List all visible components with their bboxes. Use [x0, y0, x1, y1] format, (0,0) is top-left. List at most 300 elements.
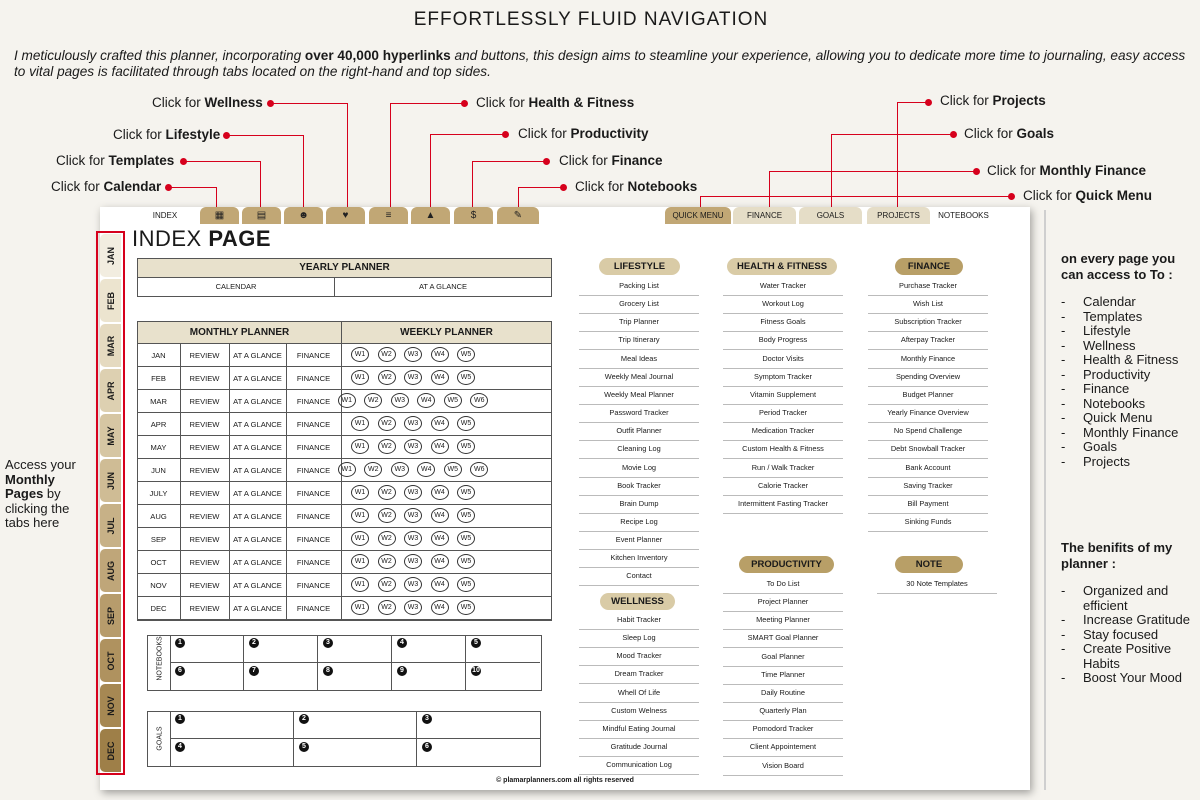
glance-link[interactable]: AT A GLANCE — [233, 397, 282, 406]
week-button[interactable]: W1 — [351, 485, 369, 500]
section-link[interactable]: Intermittent Fasting Tracker — [723, 496, 843, 514]
section-link[interactable]: Movie Log — [579, 460, 699, 478]
callout-line — [226, 135, 304, 136]
week-button[interactable]: W1 — [351, 531, 369, 546]
access-item: - Calendar — [1061, 295, 1178, 310]
goal-cell[interactable] — [294, 739, 417, 767]
callout-dot — [560, 184, 567, 191]
week-button[interactable]: W4 — [417, 393, 435, 408]
left-note: Access your Monthly Pages by clicking the tabs here — [5, 457, 76, 530]
section-link[interactable]: Contact — [579, 568, 699, 586]
week-button[interactable]: W1 — [351, 370, 369, 385]
week-button[interactable]: W3 — [404, 531, 422, 546]
review-link[interactable]: REVIEW — [189, 558, 220, 567]
goal-cell[interactable] — [417, 711, 541, 739]
week-button[interactable]: W2 — [364, 393, 382, 408]
finance-link[interactable]: FINANCE — [296, 397, 331, 406]
finance-link[interactable]: FINANCE — [296, 604, 331, 613]
tab-projects[interactable]: PROJECTS — [867, 207, 930, 224]
month-tabs-highlight — [96, 231, 125, 775]
tab-lifestyle[interactable] — [284, 207, 323, 224]
section-link[interactable]: Project Planner — [723, 594, 843, 612]
callout-productivity: Click for Productivity — [518, 126, 649, 141]
section-link[interactable]: Password Tracker — [579, 405, 699, 423]
section-link[interactable]: Water Tracker — [723, 278, 843, 296]
section-link[interactable]: Doctor Visits — [723, 351, 843, 369]
finance-link[interactable]: FINANCE — [296, 443, 331, 452]
heart-hand-icon: ♥ — [342, 210, 349, 221]
access-item: - Projects — [1061, 455, 1178, 470]
week-button[interactable]: W6 — [470, 393, 488, 408]
week-button[interactable]: W2 — [378, 600, 396, 615]
section-link[interactable]: No Spend Challenge — [868, 423, 988, 441]
section-header-finance[interactable]: FINANCE — [895, 258, 963, 275]
finance-link[interactable]: FINANCE — [296, 489, 331, 498]
weekly-planner-header: WEEKLY PLANNER — [341, 321, 552, 344]
callout-templates: Click for Templates — [56, 153, 175, 168]
finance-link[interactable]: FINANCE — [296, 535, 331, 544]
section-link[interactable]: Cleaning Log — [579, 441, 699, 459]
section-link[interactable]: Grocery List — [579, 296, 699, 314]
month-tab-label: MAR — [105, 335, 116, 356]
tab-health[interactable] — [369, 207, 408, 224]
section-header-productivity[interactable]: PRODUCTIVITY — [739, 556, 834, 573]
review-link[interactable]: REVIEW — [189, 374, 220, 383]
access-item: - Productivity — [1061, 368, 1178, 383]
week-button[interactable]: W3 — [404, 554, 422, 569]
section-link[interactable]: Budget Planner — [868, 387, 988, 405]
glance-link[interactable]: AT A GLANCE — [233, 351, 282, 360]
review-link[interactable]: REVIEW — [189, 581, 220, 590]
week-button[interactable]: W5 — [457, 347, 475, 362]
callout-dot — [461, 100, 468, 107]
section-link[interactable]: Spending Overview — [868, 369, 988, 387]
table-row — [137, 367, 551, 390]
section-link[interactable]: Vision Board — [723, 758, 843, 776]
week-button[interactable]: W5 — [457, 600, 475, 615]
month-tab-label: APR — [105, 380, 116, 401]
month-link[interactable]: JUN — [151, 466, 166, 475]
section-link[interactable]: Dream Tracker — [579, 666, 699, 684]
callout-line — [472, 161, 473, 209]
glance-link[interactable]: AT A GLANCE — [233, 535, 282, 544]
table-row — [137, 344, 551, 367]
goal-cell[interactable] — [170, 739, 294, 767]
month-link[interactable]: APR — [150, 420, 167, 429]
section-link[interactable]: Medication Tracker — [723, 423, 843, 441]
callout-line — [216, 187, 217, 209]
section-link[interactable]: Mood Tracker — [579, 648, 699, 666]
section-link[interactable]: Trip Planner — [579, 314, 699, 332]
callout-dot — [973, 168, 980, 175]
document-icon: ▤ — [256, 210, 267, 221]
access-item: - Goals — [1061, 440, 1178, 455]
section-link[interactable]: Packing List — [579, 278, 699, 296]
headline: EFFORTLESSLY FLUID NAVIGATION — [413, 9, 769, 30]
week-button[interactable]: W2 — [364, 462, 382, 477]
week-button[interactable]: W5 — [457, 416, 475, 431]
section-link[interactable]: Wish List — [868, 296, 988, 314]
week-button[interactable]: W5 — [444, 462, 462, 477]
week-button[interactable]: W4 — [431, 554, 449, 569]
week-button[interactable]: W6 — [470, 462, 488, 477]
goal-cell[interactable] — [417, 739, 541, 767]
access-title: on every page you can access to To : — [1061, 251, 1176, 282]
section-link[interactable]: SMART Goal Planner — [723, 630, 843, 648]
section-header-health[interactable]: HEALTH & FITNESS — [727, 258, 837, 275]
section-link[interactable]: Trip Itinerary — [579, 332, 699, 350]
notebook-cell[interactable] — [392, 663, 466, 691]
notebook-cell[interactable] — [392, 635, 466, 663]
week-button[interactable]: W3 — [404, 416, 422, 431]
callout-calendar: Click for Calendar — [51, 179, 162, 194]
section-link[interactable]: Body Progress — [723, 332, 843, 350]
section-link[interactable]: Bank Account — [868, 460, 988, 478]
glance-link[interactable]: AT A GLANCE — [233, 558, 282, 567]
week-button[interactable]: W1 — [338, 393, 356, 408]
week-button[interactable]: W2 — [378, 508, 396, 523]
tab-finance-right[interactable]: FINANCE — [733, 207, 796, 224]
section-link[interactable]: 30 Note Templates — [877, 576, 997, 594]
glance-link[interactable]: AT A GLANCE — [233, 443, 282, 452]
section-link[interactable]: Whell Of Life — [579, 685, 699, 703]
section-link[interactable]: Calorie Tracker — [723, 478, 843, 496]
month-link[interactable]: AUG — [150, 512, 167, 521]
notebook-number: 8 — [323, 666, 333, 676]
section-link[interactable]: Workout Log — [723, 296, 843, 314]
review-link[interactable]: REVIEW — [189, 443, 220, 452]
section-link[interactable]: Communication Log — [579, 757, 699, 775]
notebook-cell[interactable] — [318, 663, 392, 691]
week-button[interactable]: W2 — [378, 439, 396, 454]
glance-link[interactable]: AT A GLANCE — [233, 512, 282, 521]
week-button[interactable]: W3 — [404, 485, 422, 500]
callout-line — [168, 187, 217, 188]
money-icon: $ — [470, 210, 477, 221]
yearly-calendar-link[interactable]: CALENDAR — [137, 277, 335, 297]
callout-quick-menu: Click for Quick Menu — [1023, 188, 1153, 203]
finance-link[interactable]: FINANCE — [296, 466, 331, 475]
month-link[interactable]: OCT — [150, 558, 167, 567]
glance-link[interactable]: AT A GLANCE — [233, 604, 282, 613]
week-button[interactable]: W3 — [391, 462, 409, 477]
week-button[interactable]: W2 — [378, 370, 396, 385]
month-link[interactable]: FEB — [151, 374, 166, 383]
week-button[interactable]: W1 — [351, 347, 369, 362]
tab-notebooks-right[interactable]: NOTEBOOKS — [932, 207, 995, 224]
section-link[interactable]: Sleep Log — [579, 630, 699, 648]
section-link[interactable]: Sinking Funds — [868, 514, 988, 532]
review-link[interactable]: REVIEW — [189, 466, 220, 475]
table-row — [137, 482, 551, 505]
month-link[interactable]: JAN — [151, 351, 166, 360]
tab-notebooks[interactable] — [497, 207, 539, 224]
vertical-divider — [1044, 210, 1046, 790]
section-link[interactable]: Weekly Meal Planner — [579, 387, 699, 405]
section-link[interactable]: Bill Payment — [868, 496, 988, 514]
week-button[interactable]: W4 — [431, 600, 449, 615]
finance-link[interactable]: FINANCE — [296, 581, 331, 590]
review-link[interactable]: REVIEW — [189, 420, 220, 429]
finance-link[interactable]: FINANCE — [296, 374, 331, 383]
review-link[interactable]: REVIEW — [189, 604, 220, 613]
notebook-number: 5 — [471, 638, 481, 648]
tab-templates[interactable] — [242, 207, 281, 224]
section-link[interactable]: Goal Planner — [723, 649, 843, 667]
month-link[interactable]: MAR — [150, 397, 167, 406]
week-button[interactable]: W5 — [457, 508, 475, 523]
section-link[interactable]: Custom Welness — [579, 703, 699, 721]
notebook-number: 9 — [397, 666, 407, 676]
callout-line — [897, 102, 898, 209]
month-tab-label: JUL — [105, 516, 116, 535]
week-button[interactable]: W5 — [457, 531, 475, 546]
tab-index[interactable]: INDEX — [133, 207, 197, 224]
section-link[interactable]: Debt Snowball Tracker — [868, 441, 988, 459]
month-link[interactable]: DEC — [150, 604, 167, 613]
section-link[interactable]: Client Appointement — [723, 739, 843, 757]
section-link[interactable]: Period Tracker — [723, 405, 843, 423]
table-row — [137, 574, 551, 597]
callout-line — [472, 161, 548, 162]
table-row — [137, 597, 551, 620]
table-row — [137, 459, 551, 482]
week-button[interactable]: W1 — [338, 462, 356, 477]
review-link[interactable]: REVIEW — [189, 512, 220, 521]
section-link[interactable]: Outfit Planner — [579, 423, 699, 441]
table-row — [137, 436, 551, 459]
week-button[interactable]: W5 — [457, 577, 475, 592]
access-item: - Monthly Finance — [1061, 426, 1178, 441]
callout-dot — [1008, 193, 1015, 200]
access-item: - Health & Fitness — [1061, 353, 1178, 368]
yearly-glance-link[interactable]: AT A GLANCE — [334, 277, 552, 297]
finance-link[interactable]: FINANCE — [296, 558, 331, 567]
week-button[interactable]: W2 — [378, 347, 396, 362]
callout-line — [769, 171, 770, 209]
section-link[interactable]: Time Planner — [723, 667, 843, 685]
week-button[interactable]: W3 — [404, 577, 422, 592]
tab-quick-menu[interactable]: QUICK MENU — [665, 207, 731, 224]
section-link[interactable]: Yearly Finance Overview — [868, 405, 988, 423]
section-header-note[interactable]: NOTE — [895, 556, 963, 573]
week-button[interactable]: W5 — [457, 554, 475, 569]
month-link[interactable]: SEP — [150, 535, 167, 544]
week-button[interactable]: W2 — [378, 531, 396, 546]
benefits-title: The benifits of my planner : — [1061, 540, 1173, 571]
section-link[interactable]: Gratitude Journal — [579, 739, 699, 757]
callout-line — [270, 103, 348, 104]
month-tab-label: OCT — [105, 651, 116, 670]
month-tab-label: JAN — [105, 246, 116, 265]
section-header-lifestyle[interactable]: LIFESTYLE — [599, 258, 680, 275]
section-link[interactable]: Run / Walk Tracker — [723, 460, 843, 478]
benefit-item: - Boost Your Mood — [1061, 671, 1200, 686]
callout-lifestyle: Click for Lifestyle — [113, 127, 221, 142]
week-button[interactable]: W3 — [404, 600, 422, 615]
callout-wellness: Click for Wellness — [152, 95, 263, 110]
section-header-wellness[interactable]: WELLNESS — [600, 593, 675, 610]
section-link[interactable]: To Do List — [723, 576, 843, 594]
section-link[interactable]: Saving Tracker — [868, 478, 988, 496]
benefit-item: - Stay focused — [1061, 628, 1200, 643]
notebook-number: 2 — [249, 638, 259, 648]
section-link[interactable]: Recipe Log — [579, 514, 699, 532]
callout-line — [183, 161, 261, 162]
week-button[interactable]: W1 — [351, 600, 369, 615]
month-tab-label: AUG — [105, 560, 116, 581]
section-link[interactable]: Pomodord Tracker — [723, 721, 843, 739]
glance-link[interactable]: AT A GLANCE — [233, 420, 282, 429]
table-row — [137, 505, 551, 528]
glance-link[interactable]: AT A GLANCE — [233, 581, 282, 590]
week-button[interactable]: W4 — [417, 462, 435, 477]
review-link[interactable]: REVIEW — [189, 489, 220, 498]
week-button[interactable]: W5 — [457, 439, 475, 454]
callout-dot — [950, 131, 957, 138]
week-button[interactable]: W3 — [404, 370, 422, 385]
glance-link[interactable]: AT A GLANCE — [233, 374, 282, 383]
week-button[interactable]: W2 — [378, 416, 396, 431]
callout-goals: Click for Goals — [964, 126, 1055, 141]
dumbbell-icon: ≡ — [385, 210, 392, 221]
notebook-number: 3 — [323, 638, 333, 648]
callout-projects: Click for Projects — [940, 93, 1046, 108]
page-title: INDEX PAGE — [132, 226, 272, 251]
section-link[interactable]: Weekly Meal Journal — [579, 369, 699, 387]
notebook-cell[interactable] — [170, 663, 244, 691]
section-link[interactable]: Brain Dump — [579, 496, 699, 514]
week-button[interactable]: W1 — [351, 439, 369, 454]
week-button[interactable]: W1 — [351, 554, 369, 569]
week-button[interactable]: W3 — [391, 393, 409, 408]
week-button[interactable]: W1 — [351, 416, 369, 431]
access-item: - Quick Menu — [1061, 411, 1178, 426]
notebook-cell[interactable] — [244, 635, 318, 663]
glance-link[interactable]: AT A GLANCE — [233, 489, 282, 498]
callout-line — [390, 103, 466, 104]
notebook-cell[interactable] — [244, 663, 318, 691]
week-button[interactable]: W4 — [431, 485, 449, 500]
section-link[interactable]: Purchase Tracker — [868, 278, 988, 296]
tab-wellness[interactable] — [326, 207, 365, 224]
section-link[interactable]: Quarterly Plan — [723, 703, 843, 721]
notebook-cell[interactable] — [466, 663, 540, 691]
week-button[interactable]: W5 — [444, 393, 462, 408]
section-link[interactable]: Symptom Tracker — [723, 369, 843, 387]
section-link[interactable]: Subscription Tracker — [868, 314, 988, 332]
tab-calendar[interactable] — [200, 207, 239, 224]
notebook-cell[interactable] — [466, 635, 540, 663]
section-link[interactable]: Vitamin Supplement — [723, 387, 843, 405]
goal-number: 1 — [175, 714, 185, 724]
week-button[interactable]: W4 — [431, 508, 449, 523]
section-link[interactable]: Event Planner — [579, 532, 699, 550]
section-link[interactable]: Meeting Planner — [723, 612, 843, 630]
section-link[interactable]: Mindful Eating Journal — [579, 721, 699, 739]
section-link[interactable]: Monthly Finance — [868, 351, 988, 369]
section-link[interactable]: Daily Routine — [723, 685, 843, 703]
section-link[interactable]: Kitchen Inventory — [579, 550, 699, 568]
week-button[interactable]: W3 — [404, 439, 422, 454]
glance-link[interactable]: AT A GLANCE — [233, 466, 282, 475]
week-button[interactable]: W4 — [431, 577, 449, 592]
section-link[interactable]: Fitness Goals — [723, 314, 843, 332]
notebook-cell[interactable] — [318, 635, 392, 663]
tab-finance[interactable] — [454, 207, 493, 224]
month-tab-label: DEC — [105, 740, 116, 761]
section-link[interactable]: Habit Tracker — [579, 612, 699, 630]
week-button[interactable]: W2 — [378, 554, 396, 569]
week-button[interactable]: W4 — [431, 370, 449, 385]
week-button[interactable]: W2 — [378, 577, 396, 592]
week-button[interactable]: W4 — [431, 347, 449, 362]
callout-dot — [502, 131, 509, 138]
section-link[interactable]: Meal Ideas — [579, 351, 699, 369]
week-button[interactable]: W1 — [351, 508, 369, 523]
month-link[interactable]: MAY — [150, 443, 167, 452]
week-button[interactable]: W5 — [457, 370, 475, 385]
week-button[interactable]: W2 — [378, 485, 396, 500]
tab-productivity[interactable] — [411, 207, 450, 224]
week-button[interactable]: W4 — [431, 439, 449, 454]
callout-notebooks: Click for Notebooks — [575, 179, 698, 194]
callout-line — [347, 103, 348, 209]
review-link[interactable]: REVIEW — [189, 351, 220, 360]
callout-line — [390, 103, 391, 209]
week-button[interactable]: W3 — [404, 508, 422, 523]
callout-dot — [925, 99, 932, 106]
section-link[interactable]: Book Tracker — [579, 478, 699, 496]
review-link[interactable]: REVIEW — [189, 397, 220, 406]
week-button[interactable]: W4 — [431, 416, 449, 431]
access-item: - Notebooks — [1061, 397, 1178, 412]
callout-line — [518, 187, 519, 209]
access-item: - Templates — [1061, 310, 1178, 325]
section-link[interactable]: Custom Health & Fitness — [723, 441, 843, 459]
tab-goals[interactable]: GOALS — [799, 207, 862, 224]
table-row — [137, 528, 551, 551]
goal-number: 5 — [299, 742, 309, 752]
month-link[interactable]: NOV — [150, 581, 167, 590]
notebook-cell[interactable] — [170, 635, 244, 663]
finance-link[interactable]: FINANCE — [296, 512, 331, 521]
callout-line — [430, 134, 507, 135]
notebook-number: 1 — [175, 638, 185, 648]
month-link[interactable]: JULY — [149, 489, 168, 498]
finance-link[interactable]: FINANCE — [296, 351, 331, 360]
table-row — [137, 551, 551, 574]
chart-icon: ▲ — [425, 210, 436, 221]
yearly-planner-header: YEARLY PLANNER — [137, 258, 552, 278]
benefits-list — [1061, 584, 1200, 686]
callout-dot — [223, 132, 230, 139]
month-tab-label: SEP — [105, 606, 116, 625]
week-button[interactable]: W3 — [404, 347, 422, 362]
section-link[interactable]: Afterpay Tracker — [868, 332, 988, 350]
week-button[interactable]: W1 — [351, 577, 369, 592]
week-button[interactable]: W5 — [457, 485, 475, 500]
benefit-item: - Organized and efficient — [1061, 584, 1200, 613]
callout-line — [430, 134, 431, 209]
review-link[interactable]: REVIEW — [189, 535, 220, 544]
callout-line — [303, 135, 304, 209]
week-button[interactable]: W4 — [431, 531, 449, 546]
access-list — [1061, 295, 1178, 469]
finance-link[interactable]: FINANCE — [296, 420, 331, 429]
goal-cell[interactable] — [294, 711, 417, 739]
goal-cell[interactable] — [170, 711, 294, 739]
